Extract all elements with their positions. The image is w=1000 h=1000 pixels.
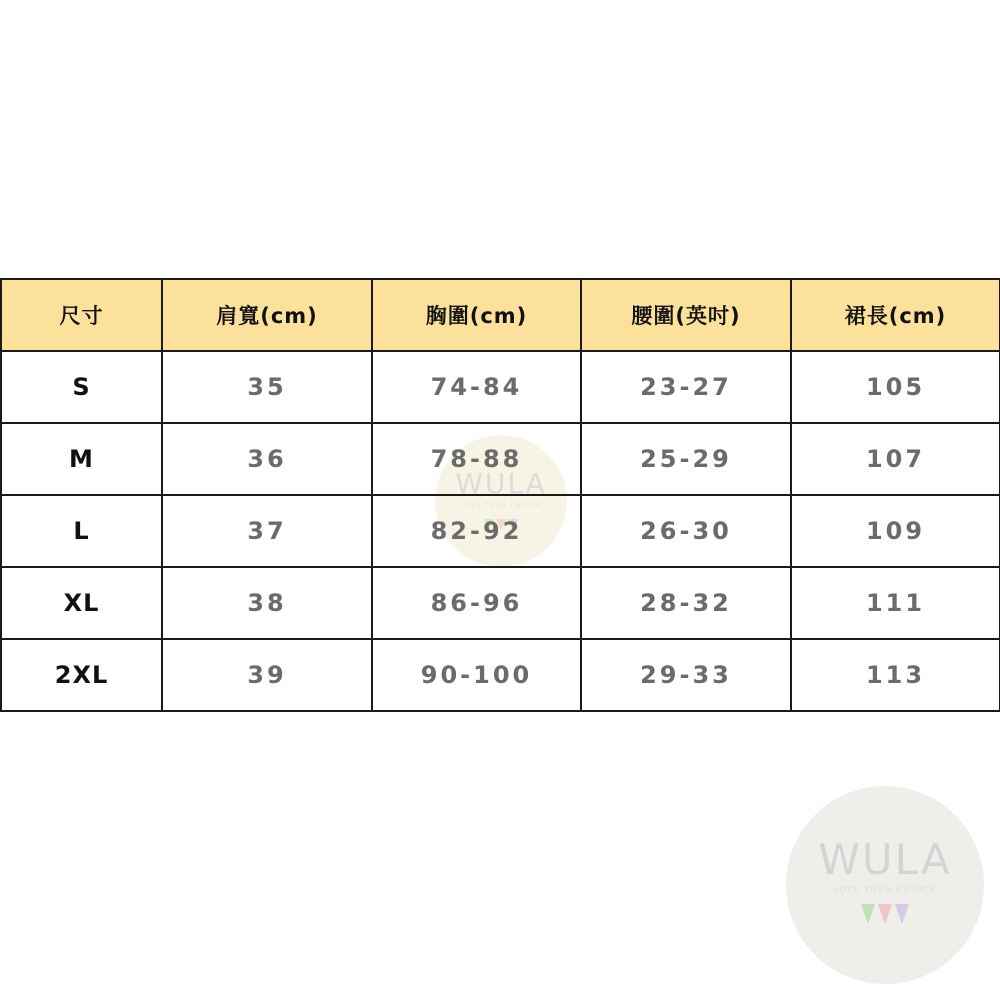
length-cell: 113 bbox=[791, 639, 1000, 711]
chest-cell: 74-84 bbox=[372, 351, 581, 423]
length-cell: 109 bbox=[791, 495, 1000, 567]
table-row bbox=[1, 351, 1000, 423]
size-cell: 2XL bbox=[1, 639, 162, 711]
table-row bbox=[1, 639, 1000, 711]
size-cell: L bbox=[1, 495, 162, 567]
table-row bbox=[1, 567, 1000, 639]
watermark-brand: WULA bbox=[818, 834, 952, 884]
header-length: 裙長(cm) bbox=[791, 279, 1000, 351]
watermark-brand: WULA bbox=[455, 466, 547, 500]
header-row bbox=[1, 279, 1000, 351]
chest-cell: 78-88 bbox=[372, 423, 581, 495]
shoulder-cell: 35 bbox=[162, 351, 372, 423]
chest-cell: 90-100 bbox=[372, 639, 581, 711]
shoulder-cell: 37 bbox=[162, 495, 372, 567]
header-size: 尺寸 bbox=[1, 279, 162, 351]
watermark-tagline: LOVE YOUR CHOICE bbox=[460, 501, 542, 509]
header-shoulder: 肩寬(cm) bbox=[162, 279, 372, 351]
length-cell: 105 bbox=[791, 351, 1000, 423]
size-cell: M bbox=[1, 423, 162, 495]
chest-cell: 82-92 bbox=[372, 495, 581, 567]
header-waist: 腰圍(英吋) bbox=[581, 279, 791, 351]
size-cell: XL bbox=[1, 567, 162, 639]
size-chart-table bbox=[0, 278, 1000, 712]
size-cell: S bbox=[1, 351, 162, 423]
shoulder-cell: 38 bbox=[162, 567, 372, 639]
header-chest: 胸圍(cm) bbox=[372, 279, 581, 351]
shoulder-cell: 39 bbox=[162, 639, 372, 711]
waist-cell: 23-27 bbox=[581, 351, 791, 423]
waist-cell: 25-29 bbox=[581, 423, 791, 495]
waist-cell: 29-33 bbox=[581, 639, 791, 711]
waist-cell: 28-32 bbox=[581, 567, 791, 639]
pennant-icon bbox=[861, 904, 909, 926]
watermark-tagline: LOVE YOUR CHOICE bbox=[833, 884, 937, 894]
table-row bbox=[1, 423, 1000, 495]
shoulder-cell: 36 bbox=[162, 423, 372, 495]
watermark-logo-corner bbox=[786, 786, 984, 984]
waist-cell: 26-30 bbox=[581, 495, 791, 567]
length-cell: 107 bbox=[791, 423, 1000, 495]
chest-cell: 86-96 bbox=[372, 567, 581, 639]
length-cell: 111 bbox=[791, 567, 1000, 639]
table-row bbox=[1, 495, 1000, 567]
